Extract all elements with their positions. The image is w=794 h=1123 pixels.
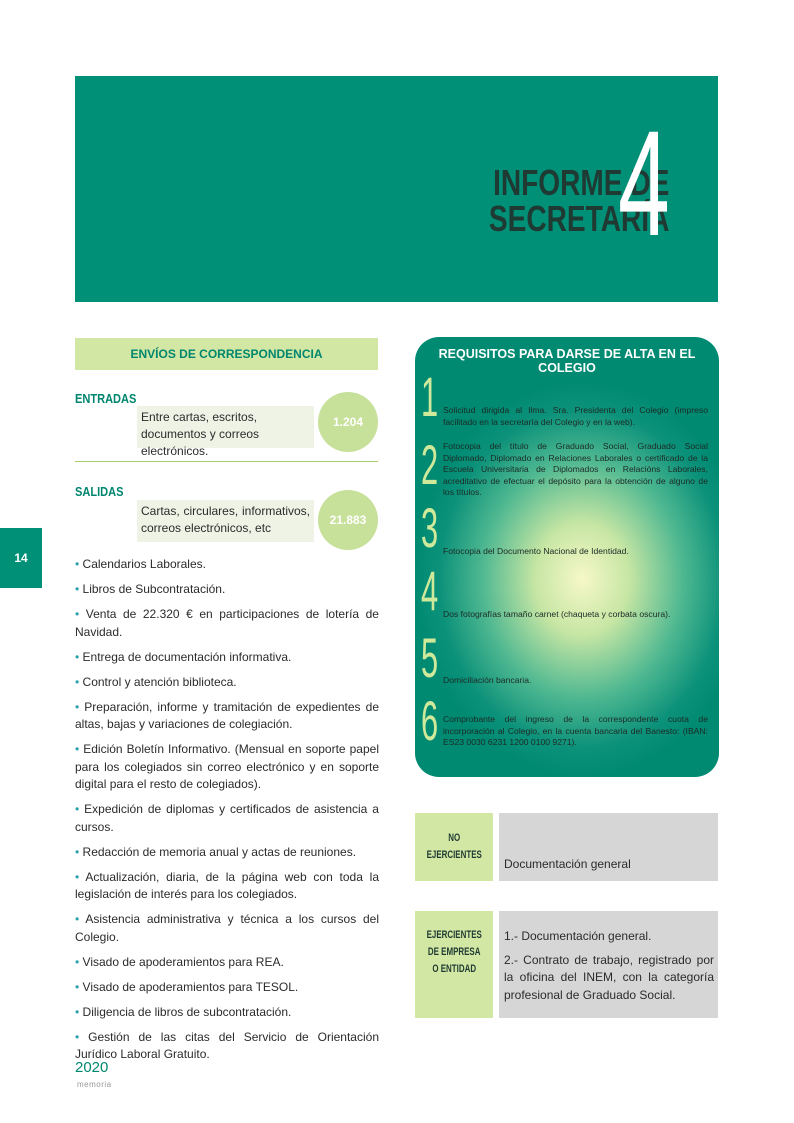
salidas-count-badge: 21.883 xyxy=(318,490,378,550)
title-line-1: INFORME DE xyxy=(492,162,669,203)
list-item: • Asistencia administrativa y técnica a los cursos del Colegio. xyxy=(75,912,380,944)
list-item: • Visado de apoderamientos para TESOL. xyxy=(75,979,299,994)
bullet-icon: • xyxy=(75,649,83,664)
list-item: • Visado de apoderamientos para REA. xyxy=(75,954,284,969)
ejercientes-label: EJERCIENTES DE EMPRESA O ENTIDAD xyxy=(415,911,493,1018)
entradas-count-badge: 1.204 xyxy=(318,392,378,452)
bullet-icon: • xyxy=(75,1029,89,1044)
list-item: • Control y atención biblioteca. xyxy=(75,674,237,689)
bullet-icon: • xyxy=(75,912,86,926)
requisito-text: Fotocopia del título de Graduado Social, Graduado Social Diplomado, Diplomado en Relaciones Laborales o certificado de la Escuela Universitaria de Diplomados en Relacións Laborales, acreditativo de efectuar el depósito para la obtención de alguno de los títulos. xyxy=(443,441,708,497)
footer-subtitle: memoria xyxy=(77,1080,112,1089)
requisito-number: 4 xyxy=(421,559,439,622)
divider xyxy=(75,461,378,462)
list-item: • Venta de 22.320 € en participaciones de lotería de Navidad. xyxy=(75,607,379,639)
ejercientes-item-1: 1.- Documentación general. xyxy=(504,929,652,943)
bullet-icon: • xyxy=(75,844,83,859)
list-item: • Redacción de memoria anual y actas de reuniones. xyxy=(75,844,357,859)
task-list xyxy=(75,556,379,1071)
requisito-number: 3 xyxy=(421,496,439,559)
requisito-number: 5 xyxy=(421,626,439,689)
requisito-number: 1 xyxy=(421,365,439,428)
list-item: • Libros de Subcontratación. xyxy=(75,582,226,596)
requisitos-title: REQUISITOS PARA DARSE DE ALTA EN EL COLEGIO xyxy=(438,347,696,375)
bullet-icon: • xyxy=(75,699,85,714)
entradas-label: ENTRADAS xyxy=(75,391,137,406)
list-item: • Preparación, informe y tramitación de expedientes de altas, bajas y variaciones de colegiación. xyxy=(75,699,379,731)
list-item: • Actualización, diaria, de la página web con toda la legislación de interés para los colegiados. xyxy=(75,869,379,901)
ejercientes-item-2: 2.- Contrato de trabajo, registrado por la oficina del INEM, con la categoría profesional de Graduado Social. xyxy=(504,952,714,1002)
list-item: • Expedición de diplomas y certificados de asistencia a cursos. xyxy=(75,802,379,834)
bullet-icon: • xyxy=(75,802,85,816)
requisito-text: Fotocopia del Documento Nacional de Identidad. xyxy=(443,546,629,556)
requisitos-panel xyxy=(415,337,719,777)
bullet-icon: • xyxy=(75,557,83,571)
bullet-icon: • xyxy=(75,1004,83,1019)
list-item: • Calendarios Laborales. xyxy=(75,557,206,571)
entradas-description: Entre cartas, escritos, documentos y correos electrónicos. xyxy=(137,406,314,448)
bullet-icon: • xyxy=(75,954,83,969)
list-item: • Edición Boletín Informativo. (Mensual en soporte papel para los colegiados sin correo electrónico y en soporte digital para el resto de colegiados). xyxy=(75,742,379,791)
page-number-tab: 14 xyxy=(0,528,42,588)
no-ejercientes-label: NO EJERCIENTES xyxy=(415,813,493,881)
list-item: • Entrega de documentación informativa. xyxy=(75,649,292,664)
requisito-text: Dos fotografías tamaño carnet (chaqueta y corbata oscura). xyxy=(443,609,671,619)
no-ejercientes-content: Documentación general xyxy=(499,813,718,881)
bullet-icon: • xyxy=(75,979,83,994)
title-line-2: SECRETARÍA xyxy=(488,198,669,239)
bullet-icon: • xyxy=(75,742,84,756)
requisito-text: Comprobante del ingreso de la correspondente cuota de incorporación al Colegio, en la cuenta bancaria del Banesto: (IBAN: ES23 0030 6231 1200 0100 9271). xyxy=(443,714,708,747)
salidas-label: SALIDAS xyxy=(75,484,124,499)
chapter-number: 4 xyxy=(618,99,670,267)
list-item: • Diligencia de libros de subcontratación. xyxy=(75,1004,292,1019)
requisito-number: 2 xyxy=(421,433,439,496)
bullet-icon: • xyxy=(75,607,86,621)
requisito-text: Solicitud dirigida al Ilma. Sra. Presidenta del Colegio (impreso facilitado en la secretaría del Colegio y en la web). xyxy=(443,405,708,427)
requisito-text: Domiciliación bancaria. xyxy=(443,675,532,685)
requisito-number: 6 xyxy=(421,689,439,752)
bullet-icon: • xyxy=(75,674,83,689)
list-item: • Gestión de las citas del Servicio de Orientación Jurídico Laboral Gratuito. xyxy=(75,1029,379,1061)
ejercientes-content xyxy=(499,911,718,1018)
salidas-description: Cartas, circulares, informativos, correos electrónicos, etc xyxy=(137,500,314,542)
envios-title: ENVÍOS DE CORRESPONDENCIA xyxy=(75,338,378,370)
footer-year: 2020 xyxy=(75,1059,109,1076)
bullet-icon: • xyxy=(75,582,83,596)
bullet-icon: • xyxy=(75,869,86,884)
